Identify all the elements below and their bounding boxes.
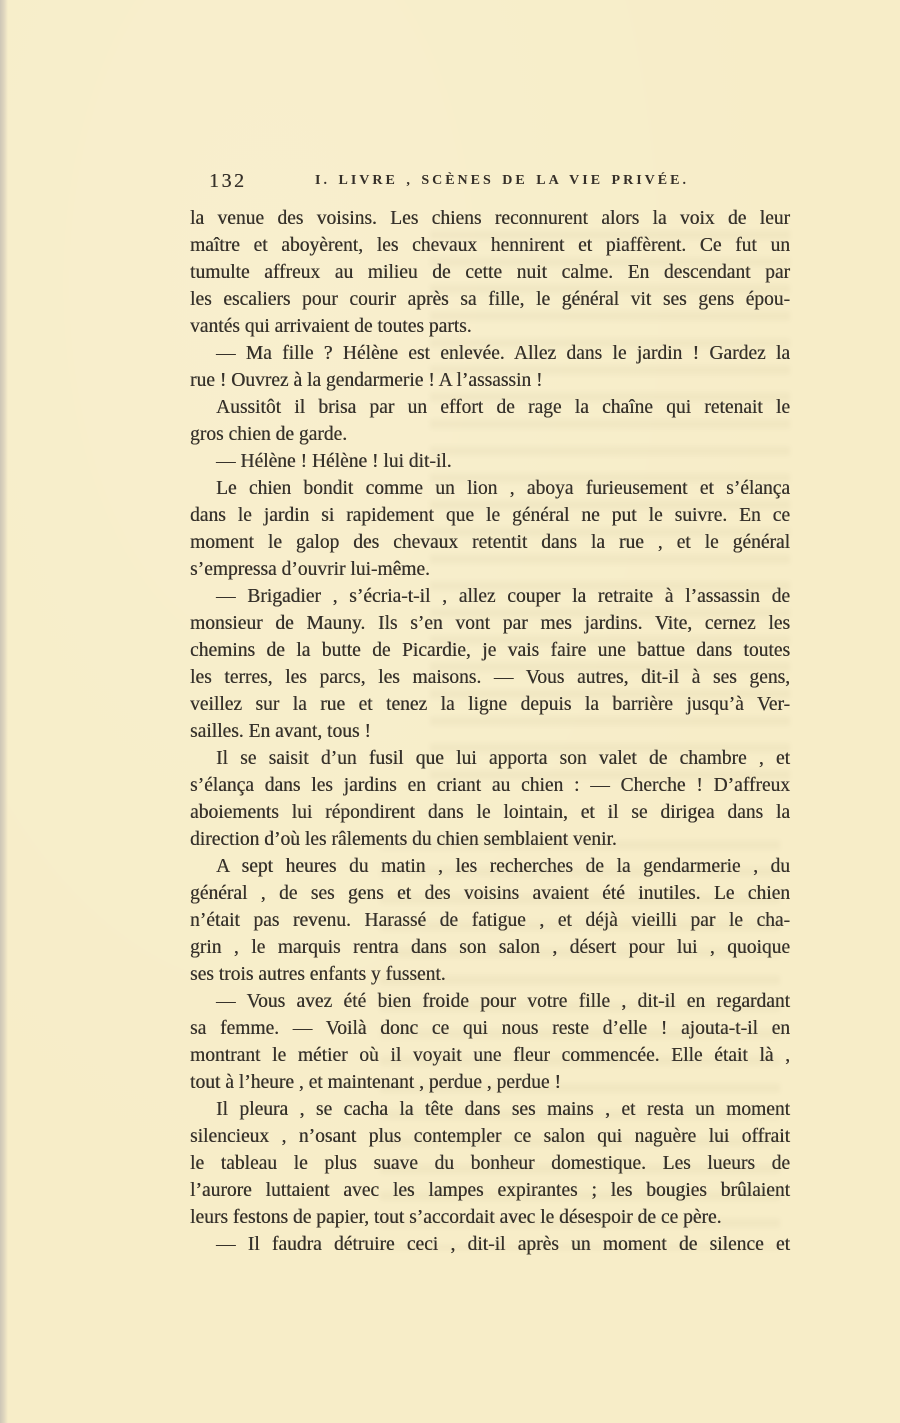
page-number: 132 — [209, 170, 247, 192]
paragraph — [190, 1096, 790, 1231]
text-line: aboiements lui répondirent dans le lointain, et il se dirigea dans la — [190, 802, 790, 823]
text-line: montrant le métier où il voyait une fleur commencée. Elle était là , — [190, 1045, 790, 1066]
text-line: moment le galop des chevaux retentit dans la rue , et le général — [190, 532, 790, 553]
text-line: veillez sur la rue et tenez la ligne depuis la barrière jusqu’à Ver- — [190, 694, 790, 715]
text-line: Le chien bondit comme un lion , aboya furieusement et s’élança — [216, 478, 790, 499]
text-line: chemins de la butte de Picardie, je vais faire une battue dans toutes — [190, 640, 790, 661]
text-line: sa femme. — Voilà donc ce qui nous reste d’elle ! ajouta-t-il en — [190, 1018, 790, 1039]
text-line: les escaliers pour courir après sa fille, le général vit ses gens épou- — [190, 289, 790, 310]
paragraph — [190, 205, 790, 340]
page-header — [190, 170, 790, 194]
page-left-edge — [0, 0, 8, 1423]
text-line: Il se saisit d’un fusil que lui apporta son valet de chambre , et — [216, 748, 790, 769]
text-line: général , de ses gens et des voisins avaient été inutiles. Le chien — [190, 883, 790, 904]
text-line: le tableau le plus suave du bonheur domestique. Les lueurs de — [190, 1153, 790, 1174]
text-line: grin , le marquis rentra dans son salon , désert pour lui , quoique — [190, 937, 790, 958]
text-line: silencieux , n’osant plus contempler ce salon qui naguère lui offrait — [190, 1126, 790, 1147]
paragraph — [190, 448, 790, 475]
text-line: les terres, les parcs, les maisons. — Vous autres, dit-il à ses gens, — [190, 667, 790, 688]
text-line: vantés qui arrivaient de toutes parts. — [190, 316, 472, 337]
text-line: Aussitôt il brisa par un effort de rage la chaîne qui retenait le — [216, 397, 790, 418]
text-line: n’était pas revenu. Harassé de fatigue , et déjà vieilli par le cha- — [190, 910, 790, 931]
text-line: ses trois autres enfants y fussent. — [190, 964, 446, 985]
text-line: monsieur de Mauny. Ils s’en vont par mes jardins. Vite, cernez les — [190, 613, 790, 634]
paragraph — [190, 988, 790, 1096]
paragraph — [190, 340, 790, 394]
paragraph — [190, 745, 790, 853]
text-line: — Brigadier , s’écria-t-il , allez couper la retraite à l’assassin de — [216, 586, 790, 607]
text-line: la venue des voisins. Les chiens reconnurent alors la voix de leur — [190, 208, 790, 229]
text-line: maître et aboyèrent, les chevaux hennirent et piaffèrent. Ce fut un — [190, 235, 790, 256]
text-line: s’élança dans les jardins en criant au chien : — Cherche ! D’affreux — [190, 775, 790, 796]
text-block — [190, 205, 790, 1258]
text-line: tout à l’heure , et maintenant , perdue , perdue ! — [190, 1072, 561, 1093]
running-head: I. LIVRE , SCÈNES DE LA VIE PRIVÉE. — [315, 173, 689, 188]
text-line: — Ma fille ? Hélène est enlevée. Allez dans le jardin ! Gardez la — [216, 343, 790, 364]
text-line: sailles. En avant, tous ! — [190, 721, 371, 742]
text-line: rue ! Ouvrez à la gendarmerie ! A l’assassin ! — [190, 370, 543, 391]
text-line: — Il faudra détruire ceci , dit-il après un moment de silence et — [216, 1234, 790, 1255]
paragraph — [190, 1231, 790, 1258]
paragraph — [190, 583, 790, 745]
text-line: A sept heures du matin , les recherches de la gendarmerie , du — [216, 856, 790, 877]
text-line: s’empressa d’ouvrir lui-même. — [190, 559, 430, 580]
paragraph — [190, 394, 790, 448]
text-line: Il pleura , se cacha la tête dans ses mains , et resta un moment — [216, 1099, 790, 1120]
text-line: tumulte affreux au milieu de cette nuit calme. En descendant par — [190, 262, 790, 283]
text-line: direction d’où les râlements du chien semblaient venir. — [190, 829, 617, 850]
paragraph — [190, 853, 790, 988]
text-line: l’aurore luttaient avec les lampes expirantes ; les bougies brûlaient — [190, 1180, 790, 1201]
text-line: — Hélène ! Hélène ! lui dit-il. — [216, 451, 452, 472]
text-line: — Vous avez été bien froide pour votre fille , dit-il en regardant — [216, 991, 790, 1012]
text-line: leurs festons de papier, tout s’accordait avec le désespoir de ce père. — [190, 1207, 722, 1228]
text-line: dans le jardin si rapidement que le général ne put le suivre. En ce — [190, 505, 790, 526]
paragraph — [190, 475, 790, 583]
book-page — [190, 170, 790, 1258]
text-line: gros chien de garde. — [190, 424, 348, 445]
